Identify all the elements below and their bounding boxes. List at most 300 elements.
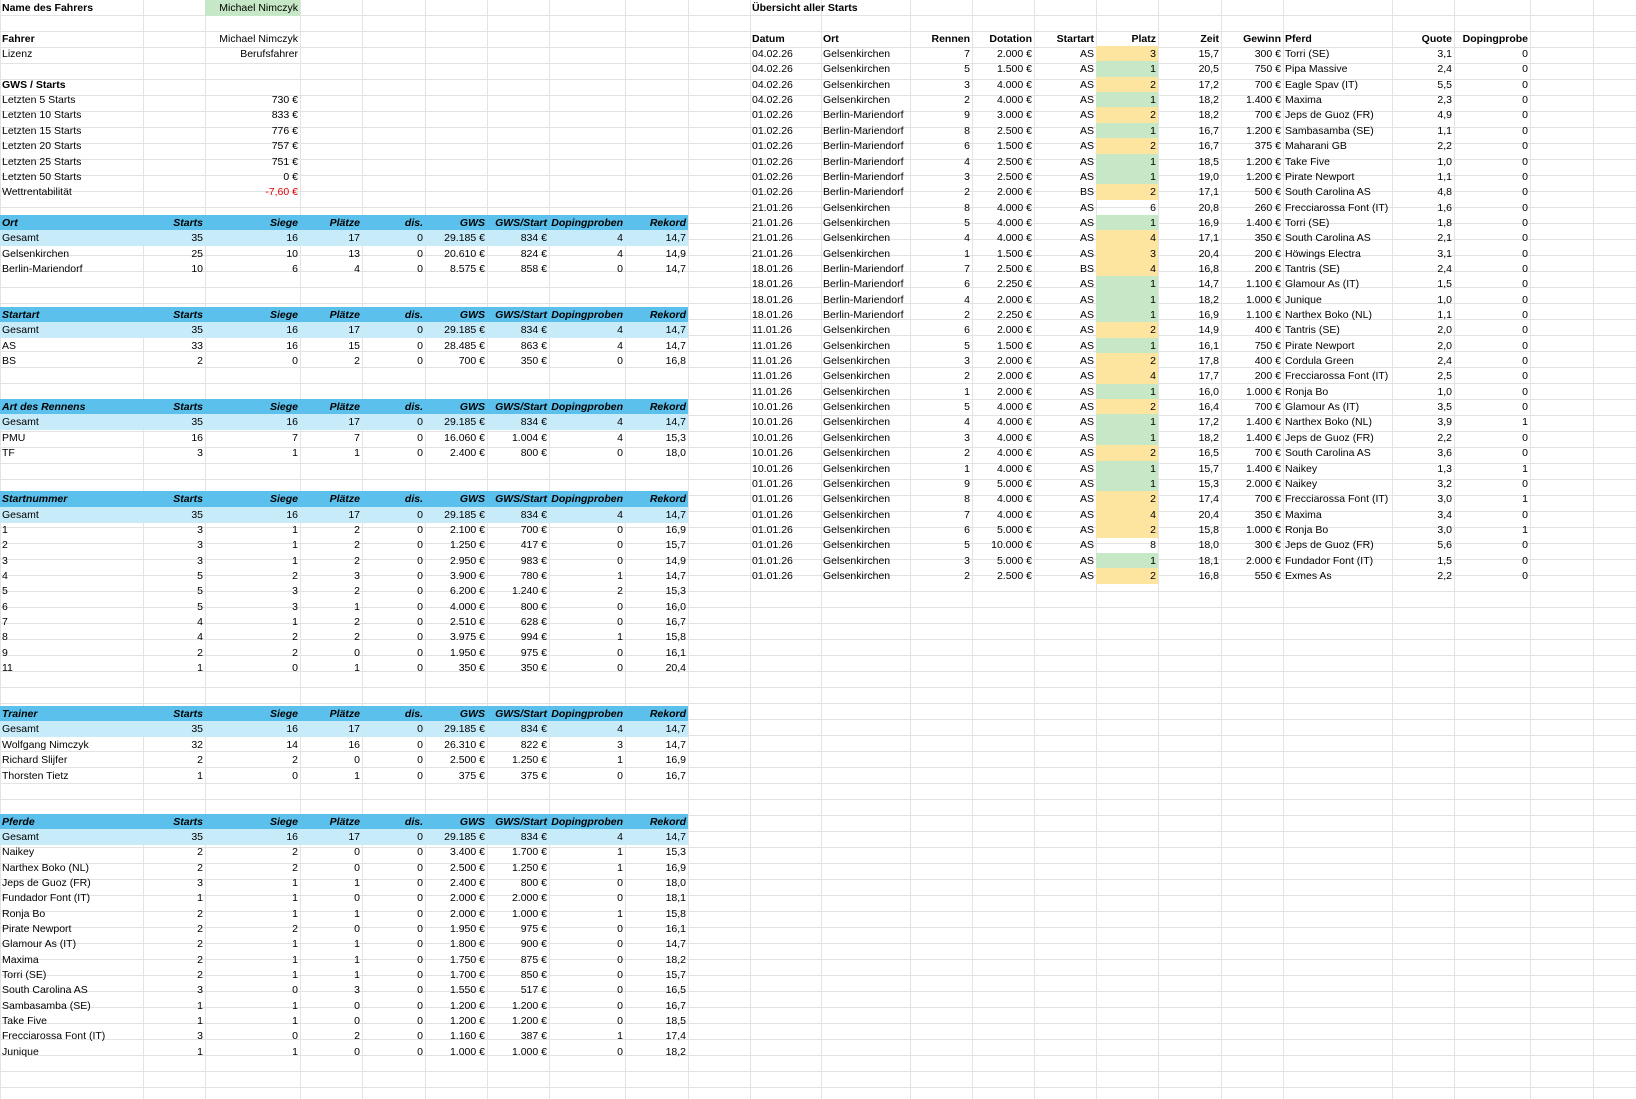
overview-cell[interactable]: 5.000 € xyxy=(996,524,1032,536)
overview-cell[interactable]: 2,2 xyxy=(1437,140,1452,152)
table-row-label[interactable]: Gelsenkirchen xyxy=(2,248,70,260)
table-cell[interactable]: 0 xyxy=(354,892,360,904)
overview-cell[interactable]: 18,5 xyxy=(1198,156,1219,168)
table-cell[interactable]: 0 xyxy=(417,570,423,582)
overview-cell[interactable]: 4 xyxy=(964,232,970,244)
table-cell[interactable]: 0 xyxy=(292,984,298,996)
column-header[interactable]: GWS/Start xyxy=(487,399,549,415)
overview-cell[interactable]: Torri (SE) xyxy=(1285,217,1330,229)
table-cell[interactable]: 0 xyxy=(292,355,298,367)
table-row-label[interactable]: South Carolina AS xyxy=(2,984,88,996)
table-cell[interactable]: 1.800 € xyxy=(449,938,485,950)
overview-cell[interactable]: 0 xyxy=(1522,401,1528,413)
table-cell[interactable]: 16,5 xyxy=(665,984,686,996)
column-header[interactable]: Dopingproben xyxy=(549,215,625,231)
overview-cell[interactable]: 1 xyxy=(964,248,970,260)
overview-cell[interactable]: 01.01.26 xyxy=(752,509,793,521)
table-cell[interactable]: 0 xyxy=(362,230,425,246)
column-header[interactable]: Siege xyxy=(205,399,300,415)
placement-cell[interactable]: 2 xyxy=(1096,353,1158,369)
overview-cell[interactable]: AS xyxy=(1079,140,1094,152)
table-cell[interactable]: 4 xyxy=(549,230,625,246)
table-cell[interactable]: 1 xyxy=(197,1015,203,1027)
overview-cell[interactable]: 5.000 € xyxy=(996,478,1032,490)
overview-cell[interactable]: 15,7 xyxy=(1198,48,1219,60)
table-cell[interactable]: 1 xyxy=(354,601,360,613)
table-cell[interactable]: 4 xyxy=(617,340,623,352)
overview-cell[interactable]: 3.000 € xyxy=(996,109,1032,121)
table-row-label[interactable]: PMU xyxy=(2,432,26,444)
overview-cell[interactable]: 2 xyxy=(964,94,970,106)
table-cell[interactable]: 14,7 xyxy=(665,263,686,275)
table-cell[interactable]: 1.250 € xyxy=(511,754,547,766)
table-cell[interactable]: 0 xyxy=(417,631,423,643)
overview-cell[interactable]: 2 xyxy=(964,186,970,198)
placement-cell[interactable]: 2 xyxy=(1096,107,1158,123)
table-cell[interactable]: 2 xyxy=(292,846,298,858)
table-cell[interactable]: 25 xyxy=(191,248,203,260)
gws-row-label[interactable]: Wettrentabilität xyxy=(2,186,72,198)
column-header[interactable]: Dopingproben xyxy=(549,814,625,830)
table-row-label[interactable]: 2 xyxy=(2,539,8,551)
table-cell[interactable]: 0 xyxy=(417,969,423,981)
table-cell[interactable]: 2.500 € xyxy=(449,754,485,766)
table-row-label[interactable]: AS xyxy=(2,340,17,352)
overview-cell[interactable]: 4.000 € xyxy=(996,217,1032,229)
table-cell[interactable]: 15 xyxy=(348,340,360,352)
overview-cell[interactable]: 400 € xyxy=(1254,355,1281,367)
table-cell[interactable]: 16 xyxy=(286,340,298,352)
overview-cell[interactable]: 5 xyxy=(964,63,970,75)
table-title[interactable]: Startnummer xyxy=(0,491,143,507)
overview-cell[interactable]: 3,9 xyxy=(1437,416,1452,428)
overview-cell[interactable]: 4.000 € xyxy=(996,432,1032,444)
table-cell[interactable]: 32 xyxy=(191,739,203,751)
table-cell[interactable]: 7 xyxy=(354,432,360,444)
table-cell[interactable]: 3 xyxy=(197,555,203,567)
overview-cell[interactable]: Glamour As (IT) xyxy=(1285,278,1360,290)
overview-cell[interactable]: 2.500 € xyxy=(996,263,1032,275)
table-cell[interactable]: 10 xyxy=(286,248,298,260)
table-cell[interactable]: 18,0 xyxy=(665,447,686,459)
table-cell[interactable]: 35 xyxy=(143,507,205,523)
overview-cell[interactable]: AS xyxy=(1079,79,1094,91)
table-row-label[interactable]: 9 xyxy=(2,647,8,659)
column-header[interactable]: Starts xyxy=(143,307,205,323)
table-cell[interactable]: 14,7 xyxy=(665,739,686,751)
overview-cell[interactable]: 16,4 xyxy=(1198,401,1219,413)
table-cell[interactable]: 0 xyxy=(417,1046,423,1058)
table-cell[interactable]: 4.000 € xyxy=(449,601,485,613)
placement-cell[interactable]: 1 xyxy=(1096,61,1158,77)
table-cell[interactable]: 0 xyxy=(362,829,425,845)
table-cell[interactable]: 16,8 xyxy=(665,355,686,367)
overview-cell[interactable]: 0 xyxy=(1522,109,1528,121)
table-cell[interactable]: 1 xyxy=(292,938,298,950)
overview-cell[interactable]: 4 xyxy=(964,156,970,168)
placement-cell[interactable]: 1 xyxy=(1096,476,1158,492)
overview-cell[interactable]: 4.000 € xyxy=(996,493,1032,505)
table-cell[interactable]: 1 xyxy=(617,908,623,920)
overview-cell[interactable]: 2,0 xyxy=(1437,340,1452,352)
table-row-label[interactable]: Gesamt xyxy=(0,721,143,737)
table-cell[interactable]: 2.000 € xyxy=(449,892,485,904)
overview-cell[interactable]: 16,7 xyxy=(1198,125,1219,137)
placement-cell[interactable]: 2 xyxy=(1096,184,1158,200)
overview-cell[interactable]: Cordula Green xyxy=(1285,355,1354,367)
placement-cell[interactable]: 1 xyxy=(1096,430,1158,446)
table-cell[interactable]: 2 xyxy=(292,923,298,935)
overview-cell[interactable]: 1.100 € xyxy=(1245,278,1281,290)
placement-cell[interactable]: 6 xyxy=(1150,202,1156,214)
column-header[interactable]: GWS xyxy=(425,491,487,507)
placement-cell[interactable]: 1 xyxy=(1096,414,1158,430)
table-cell[interactable]: 14 xyxy=(286,739,298,751)
table-cell[interactable]: 16 xyxy=(205,507,300,523)
overview-cell[interactable]: 0 xyxy=(1522,386,1528,398)
table-cell[interactable]: 17 xyxy=(300,414,362,430)
placement-cell[interactable]: 1 xyxy=(1096,123,1158,139)
overview-cell[interactable]: 4 xyxy=(964,416,970,428)
overview-cell[interactable]: 16,9 xyxy=(1198,309,1219,321)
table-cell[interactable]: 2 xyxy=(197,908,203,920)
overview-cell[interactable]: 2 xyxy=(964,309,970,321)
overview-cell[interactable]: AS xyxy=(1079,416,1094,428)
overview-cell[interactable]: 1,3 xyxy=(1437,463,1452,475)
table-row-label[interactable]: 6 xyxy=(2,601,8,613)
table-cell[interactable]: 3.400 € xyxy=(449,846,485,858)
table-row-label[interactable]: Naikey xyxy=(2,846,35,858)
overview-cell[interactable]: AS xyxy=(1079,524,1094,536)
table-cell[interactable]: 0 xyxy=(417,862,423,874)
column-header[interactable]: GWS xyxy=(425,706,487,722)
table-cell[interactable]: 2 xyxy=(292,570,298,582)
overview-cell[interactable]: Pirate Newport xyxy=(1285,171,1355,183)
table-cell[interactable]: 1.160 € xyxy=(449,1030,485,1042)
overview-cell[interactable]: 1,0 xyxy=(1437,294,1452,306)
table-cell[interactable]: 16,1 xyxy=(665,647,686,659)
overview-cell[interactable]: 500 € xyxy=(1254,186,1281,198)
column-header[interactable]: Dopingproben xyxy=(549,706,625,722)
table-cell[interactable]: 15,3 xyxy=(665,585,686,597)
table-cell[interactable]: 2 xyxy=(354,355,360,367)
table-cell[interactable]: 2.400 € xyxy=(449,447,485,459)
overview-cell[interactable]: Gelsenkirchen xyxy=(823,232,891,244)
overview-cell[interactable]: 1,1 xyxy=(1437,125,1452,137)
table-cell[interactable]: 1.200 € xyxy=(449,1000,485,1012)
column-header[interactable]: Dopingproben xyxy=(549,491,625,507)
overview-cell[interactable]: 3,0 xyxy=(1437,493,1452,505)
column-header[interactable]: GWS xyxy=(425,399,487,415)
overview-cell[interactable]: Berlin-Mariendorf xyxy=(823,278,904,290)
table-cell[interactable]: 2.000 € xyxy=(511,892,547,904)
overview-cell[interactable]: 3,5 xyxy=(1437,401,1452,413)
table-cell[interactable]: 6 xyxy=(292,263,298,275)
table-cell[interactable]: 29.185 € xyxy=(425,507,487,523)
table-cell[interactable]: 1 xyxy=(292,954,298,966)
table-cell[interactable]: 350 € xyxy=(520,662,547,674)
table-cell[interactable]: 780 € xyxy=(520,570,547,582)
table-cell[interactable]: 858 € xyxy=(520,263,547,275)
table-cell[interactable]: 1 xyxy=(292,908,298,920)
overview-cell[interactable]: 18,1 xyxy=(1198,555,1219,567)
overview-cell[interactable]: 4.000 € xyxy=(996,416,1032,428)
column-header[interactable]: Plätze xyxy=(300,307,362,323)
table-cell[interactable]: 0 xyxy=(354,1015,360,1027)
table-cell[interactable]: 700 € xyxy=(458,355,485,367)
overview-cell[interactable]: 1.200 € xyxy=(1245,156,1281,168)
table-cell[interactable]: 0 xyxy=(417,1000,423,1012)
overview-cell[interactable]: 550 € xyxy=(1254,570,1281,582)
table-cell[interactable]: 16,7 xyxy=(665,1000,686,1012)
table-cell[interactable]: 0 xyxy=(617,1000,623,1012)
overview-cell[interactable]: 8 xyxy=(964,202,970,214)
overview-cell[interactable]: AS xyxy=(1079,248,1094,260)
overview-cell[interactable]: 0 xyxy=(1522,432,1528,444)
table-cell[interactable]: 29.185 € xyxy=(425,414,487,430)
column-header[interactable]: Starts xyxy=(143,399,205,415)
overview-cell[interactable]: AS xyxy=(1079,355,1094,367)
table-cell[interactable]: 0 xyxy=(617,954,623,966)
table-row-label[interactable]: Berlin-Mariendorf xyxy=(2,263,83,275)
table-row-label[interactable]: Fundador Font (IT) xyxy=(2,892,91,904)
overview-cell[interactable]: AS xyxy=(1079,171,1094,183)
overview-cell[interactable]: 200 € xyxy=(1254,248,1281,260)
placement-cell[interactable]: 4 xyxy=(1096,261,1158,277)
table-cell[interactable]: 14,9 xyxy=(665,555,686,567)
overview-cell[interactable]: 2,4 xyxy=(1437,63,1452,75)
table-cell[interactable]: 0 xyxy=(617,969,623,981)
overview-cell[interactable]: 3,4 xyxy=(1437,509,1452,521)
table-cell[interactable]: 1 xyxy=(292,1000,298,1012)
overview-cell[interactable]: 14,7 xyxy=(1198,278,1219,290)
gws-row-value[interactable]: 757 € xyxy=(271,140,298,152)
overview-cell[interactable]: 17,7 xyxy=(1198,370,1219,382)
table-row-label[interactable]: 4 xyxy=(2,570,8,582)
placement-cell[interactable]: 2 xyxy=(1096,491,1158,507)
column-header[interactable]: dis. xyxy=(362,215,425,231)
table-cell[interactable]: 800 € xyxy=(520,601,547,613)
table-cell[interactable]: 16,0 xyxy=(665,601,686,613)
overview-cell[interactable]: Gelsenkirchen xyxy=(823,401,891,413)
table-cell[interactable]: 0 xyxy=(617,616,623,628)
overview-column-header[interactable]: Dopingprobe xyxy=(1462,33,1528,45)
table-row-label[interactable]: Wolfgang Nimczyk xyxy=(2,739,89,751)
overview-cell[interactable]: Gelsenkirchen xyxy=(823,370,891,382)
overview-cell[interactable]: 0 xyxy=(1522,340,1528,352)
overview-cell[interactable]: 1 xyxy=(964,463,970,475)
overview-cell[interactable]: 2.000 € xyxy=(996,386,1032,398)
overview-cell[interactable]: 700 € xyxy=(1254,401,1281,413)
overview-cell[interactable]: 10.01.26 xyxy=(752,432,793,444)
column-header[interactable]: Rekord xyxy=(625,307,688,323)
overview-cell[interactable]: Junique xyxy=(1285,294,1322,306)
table-row-label[interactable]: 11 xyxy=(2,662,13,674)
column-header[interactable]: GWS/Start xyxy=(487,307,549,323)
overview-cell[interactable]: 200 € xyxy=(1254,370,1281,382)
table-cell[interactable]: 1 xyxy=(292,539,298,551)
driver-name-value[interactable]: Michael Nimczyk xyxy=(205,0,300,16)
table-cell[interactable]: 2 xyxy=(354,585,360,597)
table-cell[interactable]: 975 € xyxy=(520,923,547,935)
table-cell[interactable]: 0 xyxy=(617,447,623,459)
overview-cell[interactable]: 1 xyxy=(964,386,970,398)
overview-cell[interactable]: Gelsenkirchen xyxy=(823,94,891,106)
table-cell[interactable]: 994 € xyxy=(520,631,547,643)
table-cell[interactable]: 0 xyxy=(417,754,423,766)
overview-cell[interactable]: 1,1 xyxy=(1437,309,1452,321)
overview-cell[interactable]: 04.02.26 xyxy=(752,48,793,60)
overview-cell[interactable]: AS xyxy=(1079,232,1094,244)
table-cell[interactable]: 16,9 xyxy=(665,754,686,766)
overview-cell[interactable]: 400 € xyxy=(1254,324,1281,336)
table-cell[interactable]: 15,3 xyxy=(665,846,686,858)
overview-cell[interactable]: 1,8 xyxy=(1437,217,1452,229)
table-cell[interactable]: 16 xyxy=(205,721,300,737)
table-cell[interactable]: 18,2 xyxy=(665,954,686,966)
table-cell[interactable]: 1 xyxy=(292,447,298,459)
overview-cell[interactable]: 0 xyxy=(1522,186,1528,198)
table-cell[interactable]: 17 xyxy=(300,721,362,737)
overview-cell[interactable]: 3,1 xyxy=(1437,48,1452,60)
table-cell[interactable]: 2 xyxy=(197,938,203,950)
overview-cell[interactable]: 2.000 € xyxy=(1245,478,1281,490)
overview-cell[interactable]: AS xyxy=(1079,294,1094,306)
overview-cell[interactable]: Maharani GB xyxy=(1285,140,1347,152)
table-cell[interactable]: 35 xyxy=(143,230,205,246)
table-cell[interactable]: 4 xyxy=(617,432,623,444)
overview-cell[interactable]: Fundador Font (IT) xyxy=(1285,555,1374,567)
overview-cell[interactable]: Pirate Newport xyxy=(1285,340,1355,352)
overview-cell[interactable]: 21.01.26 xyxy=(752,202,793,214)
table-cell[interactable]: 2 xyxy=(292,631,298,643)
table-row-label[interactable]: Ronja Bo xyxy=(2,908,46,920)
overview-cell[interactable]: 20,4 xyxy=(1198,248,1219,260)
table-cell[interactable]: 0 xyxy=(617,770,623,782)
table-cell[interactable]: 834 € xyxy=(487,230,549,246)
table-cell[interactable]: 17 xyxy=(300,230,362,246)
table-cell[interactable]: 1 xyxy=(292,1015,298,1027)
overview-cell[interactable]: 3 xyxy=(964,171,970,183)
column-header[interactable]: Rekord xyxy=(625,814,688,830)
overview-cell[interactable]: Gelsenkirchen xyxy=(823,63,891,75)
overview-cell[interactable]: 11.01.26 xyxy=(752,370,793,382)
overview-cell[interactable]: AS xyxy=(1079,48,1094,60)
overview-cell[interactable]: 0 xyxy=(1522,294,1528,306)
column-header[interactable]: Starts xyxy=(143,491,205,507)
table-cell[interactable]: 16,7 xyxy=(665,616,686,628)
overview-cell[interactable]: 3,6 xyxy=(1437,447,1452,459)
table-cell[interactable]: 628 € xyxy=(520,616,547,628)
table-cell[interactable]: 387 € xyxy=(520,1030,547,1042)
overview-cell[interactable]: 7 xyxy=(964,48,970,60)
overview-column-header[interactable]: Rennen xyxy=(931,33,970,45)
overview-cell[interactable]: 0 xyxy=(1522,309,1528,321)
overview-cell[interactable]: 1 xyxy=(1522,463,1528,475)
overview-cell[interactable]: 3 xyxy=(964,79,970,91)
table-cell[interactable]: 2 xyxy=(197,754,203,766)
overview-cell[interactable]: Gelsenkirchen xyxy=(823,416,891,428)
table-cell[interactable]: 0 xyxy=(362,721,425,737)
table-cell[interactable]: 1.000 € xyxy=(449,1046,485,1058)
table-cell[interactable]: 1 xyxy=(617,754,623,766)
table-cell[interactable]: 0 xyxy=(354,1000,360,1012)
table-cell[interactable]: 0 xyxy=(417,539,423,551)
overview-cell[interactable]: 1.400 € xyxy=(1245,94,1281,106)
overview-cell[interactable]: 1 xyxy=(1522,493,1528,505)
table-cell[interactable]: 2 xyxy=(197,923,203,935)
overview-cell[interactable]: 2.000 € xyxy=(1245,555,1281,567)
table-cell[interactable]: 0 xyxy=(417,877,423,889)
table-cell[interactable]: 1 xyxy=(617,846,623,858)
column-header[interactable]: dis. xyxy=(362,307,425,323)
gws-row-value[interactable]: 776 € xyxy=(271,125,298,137)
overview-cell[interactable]: Eagle Spav (IT) xyxy=(1285,79,1358,91)
table-cell[interactable]: 1.000 € xyxy=(511,908,547,920)
table-cell[interactable]: 875 € xyxy=(520,954,547,966)
overview-cell[interactable]: 18.01.26 xyxy=(752,263,793,275)
overview-cell[interactable]: 700 € xyxy=(1254,109,1281,121)
placement-cell[interactable]: 4 xyxy=(1096,368,1158,384)
placement-cell[interactable]: 1 xyxy=(1096,169,1158,185)
overview-cell[interactable]: AS xyxy=(1079,478,1094,490)
overview-cell[interactable]: Gelsenkirchen xyxy=(823,217,891,229)
gws-row-label[interactable]: Letzten 15 Starts xyxy=(2,125,82,137)
overview-cell[interactable]: Frecciarossa Font (IT) xyxy=(1285,493,1389,505)
table-cell[interactable]: 1.240 € xyxy=(511,585,547,597)
overview-cell[interactable]: 1,5 xyxy=(1437,278,1452,290)
table-row-label[interactable]: Richard Slijfer xyxy=(2,754,68,766)
gws-row-value[interactable]: 730 € xyxy=(271,94,298,106)
table-cell[interactable]: 2 xyxy=(197,862,203,874)
table-cell[interactable]: 0 xyxy=(362,414,425,430)
overview-cell[interactable]: 1.500 € xyxy=(996,248,1032,260)
overview-cell[interactable]: Tantris (SE) xyxy=(1285,324,1340,336)
overview-cell[interactable]: Gelsenkirchen xyxy=(823,555,891,567)
column-header[interactable]: Plätze xyxy=(300,814,362,830)
table-cell[interactable]: 15,8 xyxy=(665,631,686,643)
overview-cell[interactable]: 16,9 xyxy=(1198,217,1219,229)
overview-cell[interactable]: 5 xyxy=(964,401,970,413)
overview-cell[interactable]: Narthex Boko (NL) xyxy=(1285,309,1372,321)
table-cell[interactable]: 834 € xyxy=(487,414,549,430)
table-cell[interactable]: 1 xyxy=(292,1046,298,1058)
overview-cell[interactable]: 0 xyxy=(1522,370,1528,382)
overview-cell[interactable]: 20,5 xyxy=(1198,63,1219,75)
column-header[interactable]: GWS/Start xyxy=(487,706,549,722)
overview-cell[interactable]: 17,8 xyxy=(1198,355,1219,367)
table-cell[interactable]: 0 xyxy=(417,585,423,597)
overview-cell[interactable]: 260 € xyxy=(1254,202,1281,214)
overview-column-header[interactable]: Dotation xyxy=(989,33,1032,45)
column-header[interactable]: Rekord xyxy=(625,215,688,231)
overview-cell[interactable]: 0 xyxy=(1522,217,1528,229)
overview-cell[interactable]: 6 xyxy=(964,324,970,336)
table-cell[interactable]: 2 xyxy=(354,616,360,628)
column-header[interactable]: Dopingproben xyxy=(549,307,625,323)
overview-cell[interactable]: 21.01.26 xyxy=(752,217,793,229)
table-cell[interactable]: 4 xyxy=(549,721,625,737)
overview-cell[interactable]: 5,5 xyxy=(1437,79,1452,91)
overview-column-header[interactable]: Gewinn xyxy=(1243,33,1281,45)
placement-cell[interactable]: 4 xyxy=(1096,507,1158,523)
overview-cell[interactable]: 5,6 xyxy=(1437,539,1452,551)
table-row-label[interactable]: 8 xyxy=(2,631,8,643)
placement-cell[interactable]: 1 xyxy=(1096,154,1158,170)
column-header[interactable]: Starts xyxy=(143,215,205,231)
overview-cell[interactable]: Tantris (SE) xyxy=(1285,263,1340,275)
table-cell[interactable]: 4 xyxy=(617,248,623,260)
